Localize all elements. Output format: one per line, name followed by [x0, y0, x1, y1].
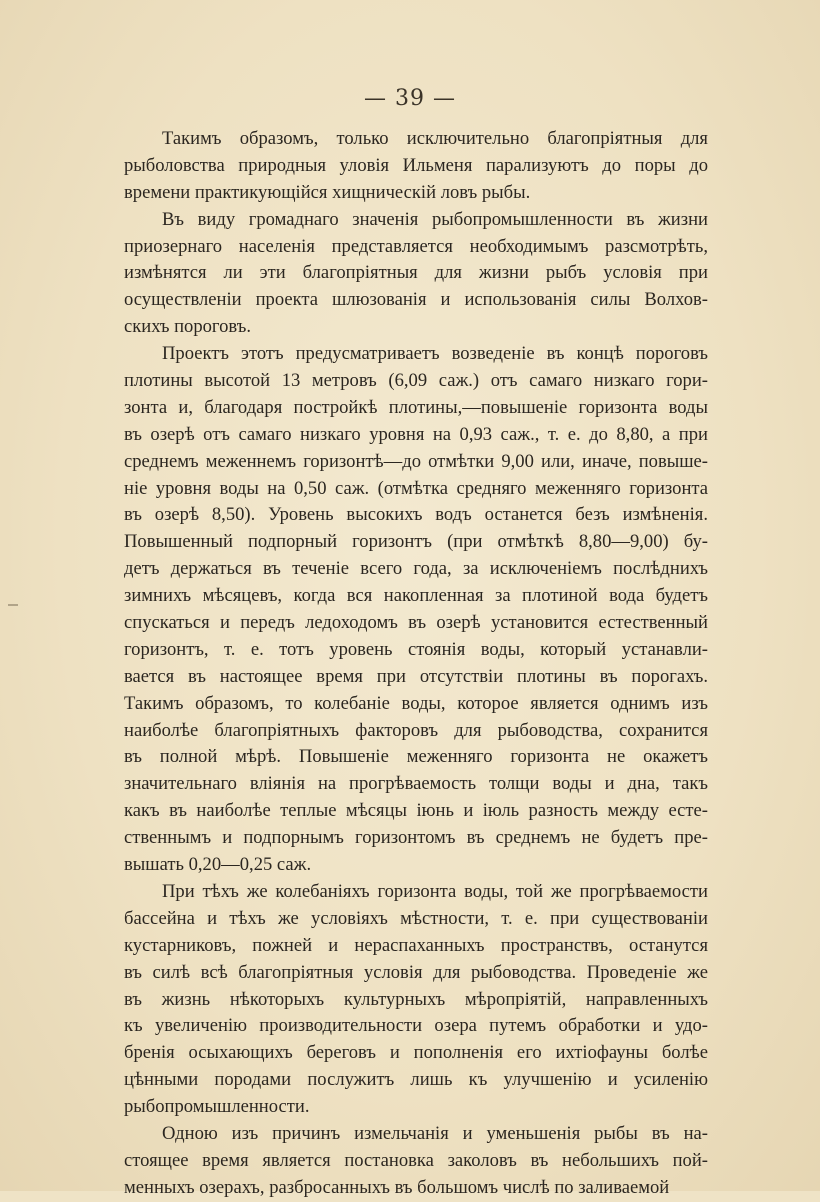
- text-line: въ озерѣ 8,50). Уровень высокихъ водъ останется безъ измѣненія.: [124, 504, 708, 526]
- page-number: — 39 —: [364, 86, 456, 111]
- text-line: приозернаго населенія представляется необходимымъ разсмотрѣть,: [124, 235, 708, 257]
- text-line: въ полной мѣрѣ. Повышеніе меженняго горизонта не окажетъ: [124, 746, 708, 768]
- text-line: Одною изъ причинъ измельчанія и уменьшенія рыбы въ на-: [162, 1122, 708, 1144]
- text-line: ніе уровня воды на 0,50 саж. (отмѣтка средняго меженняго горизонта: [124, 477, 708, 499]
- text-line: При тѣхъ же колебаніяхъ горизонта воды, той же прогрѣваемости: [162, 880, 708, 902]
- text-line: въ силѣ всѣ благопріятныя условія для рыбоводства. Проведеніе же: [124, 961, 708, 983]
- text-line: значительнаго вліянія на прогрѣваемость толщи воды и дна, такъ: [124, 773, 708, 795]
- text-line: Такимъ образомъ, то колебаніе воды, которое является однимъ изъ: [124, 692, 708, 714]
- text-line: измѣнятся ли эти благопріятныя для жизни рыбъ условія при: [124, 262, 708, 284]
- text-line: Проектъ этотъ предусматриваетъ возведеніе въ концѣ пороговъ: [162, 343, 708, 365]
- text-line: стоящее время является постановка заколовъ въ небольшихъ пой-: [124, 1149, 708, 1171]
- text-line: бассейна и тѣхъ же условіяхъ мѣстности, т. е. при существованіи: [124, 907, 708, 929]
- text-line: Въ виду громаднаго значенія рыбопромышленности въ жизни: [162, 208, 708, 230]
- text-line: наиболѣе благопріятныхъ факторовъ для рыбоводства, сохранится: [124, 719, 708, 741]
- text-line: кустарниковъ, пожней и нераспаханныхъ пространствъ, останутся: [124, 934, 708, 956]
- text-line: спускаться и передъ ледоходомъ въ озерѣ установится естественный: [124, 612, 708, 634]
- text-line: къ увеличенію производительности озера путемъ обработки и удо-: [124, 1015, 708, 1037]
- text-line: среднемъ меженнемъ горизонтѣ—до отмѣтки 9,00 или, иначе, повыше-: [124, 450, 708, 472]
- text-line: ственнымъ и подпорнымъ горизонтомъ въ среднемъ не будетъ пре-: [124, 827, 708, 849]
- text-line: времени практикующійся хищническій ловъ рыбы.: [124, 181, 531, 203]
- paragraph: [124, 1121, 708, 1202]
- text-line: въ жизнь нѣкоторыхъ культурныхъ мѣропріятій, направленныхъ: [124, 988, 708, 1010]
- text-line: въ озерѣ отъ самаго низкаго уровня на 0,93 саж., т. е. до 8,80, а при: [124, 423, 708, 445]
- paragraph: [124, 207, 708, 341]
- text-line: вается въ настоящее время при отсутствіи плотины въ порогахъ.: [124, 665, 708, 687]
- text-line: осуществленіи проекта шлюзованія и использованія силы Волхов-: [124, 289, 708, 311]
- text-line: рыболовства природныя уловія Ильменя парализуютъ до поры до: [124, 154, 708, 176]
- text-line: плотины высотой 13 метровъ (6,09 саж.) отъ самаго низкаго гори-: [124, 370, 708, 392]
- text-line: зонта и, благодаря постройкѣ плотины,—повышеніе горизонта воды: [124, 396, 708, 418]
- paragraph: [124, 879, 708, 1121]
- text-line: детъ держаться въ теченіе всего года, за исключеніемъ послѣднихъ: [124, 558, 708, 580]
- text-line: зимнихъ мѣсяцевъ, когда вся накопленная за плотиной вода будетъ: [124, 585, 708, 607]
- margin-mark: [8, 604, 18, 606]
- text-line: Повышенный подпорный горизонтъ (при отмѣткѣ 8,80—9,00) бу-: [124, 531, 708, 553]
- text-line: скихъ пороговъ.: [124, 316, 251, 338]
- text-line: цѣнными породами послужитъ лишь къ улучшенію и усиленію: [124, 1069, 708, 1091]
- text-line: бренія осыхающихъ береговъ и пополненія его ихтіофауны болѣе: [124, 1042, 708, 1064]
- text-line: рыбопромышленности.: [124, 1096, 310, 1118]
- text-line: какъ въ наиболѣе теплые мѣсяцы іюнь и іюль разность между есте-: [124, 800, 708, 822]
- paragraph: [124, 126, 708, 207]
- text-line: менныхъ озерахъ, разбросанныхъ въ большомъ числѣ по заливаемой: [124, 1176, 670, 1198]
- paragraph: [124, 341, 708, 879]
- text-line: горизонтъ, т. е. тотъ уровень стоянія воды, который устанавли-: [124, 638, 708, 660]
- text-line: Такимъ образомъ, только исключительно благопріятныя для: [162, 128, 708, 149]
- text-line: вышать 0,20—0,25 саж.: [124, 854, 312, 876]
- body-text: [124, 126, 708, 1202]
